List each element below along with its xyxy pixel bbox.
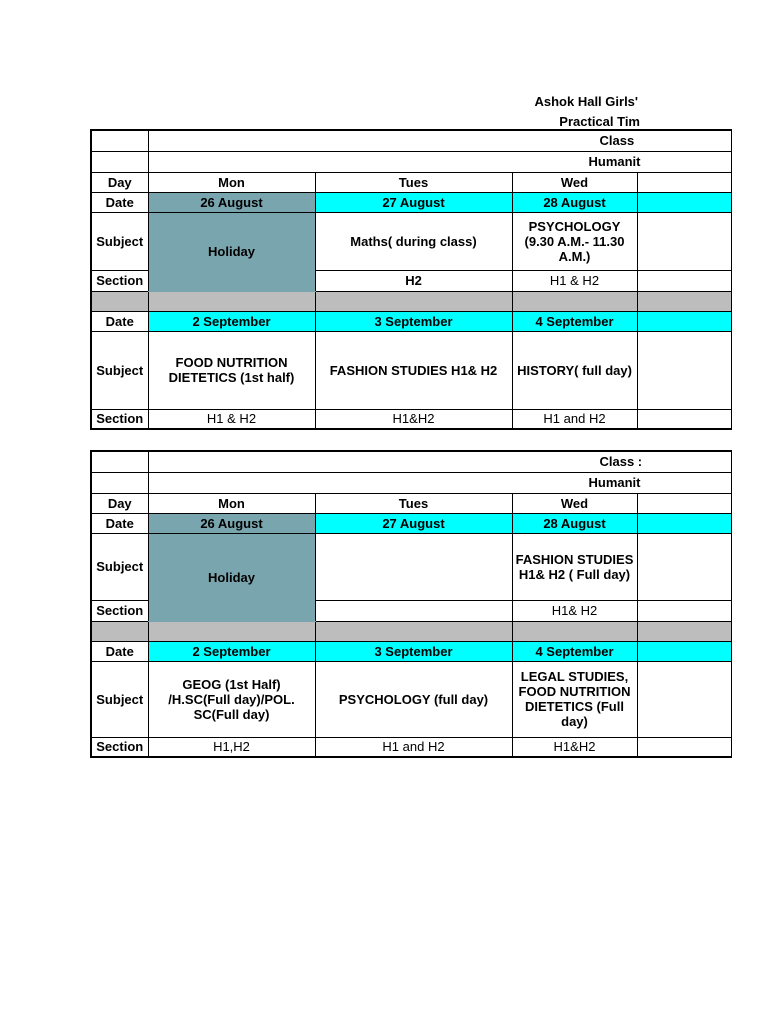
blank-cell [637, 533, 731, 600]
date-cell: 4 September [512, 641, 637, 661]
timetable-sheet-2 [90, 450, 643, 758]
spacer-cell [512, 291, 637, 311]
blank-cell [637, 172, 731, 192]
spacer-cell [637, 621, 731, 641]
school-title: Ashok Hall Girls' [534, 94, 638, 109]
blank-cell [637, 409, 731, 429]
day-wed: Wed [512, 493, 637, 513]
blank-cell [637, 600, 731, 621]
section-cell: H1 & H2 [512, 270, 637, 291]
class-label: Class : [148, 451, 731, 472]
holiday-cell: Holiday [148, 533, 315, 621]
section-cell [315, 600, 512, 621]
subject-cell: GEOG (1st Half) /H.SC(Full day)/POL. SC(Full day) [148, 661, 315, 737]
section-label: Section [91, 409, 148, 429]
blank-cell [637, 270, 731, 291]
blank-cell [637, 331, 731, 409]
date-cell: 26 August [148, 513, 315, 533]
date-cell: 27 August [315, 192, 512, 212]
subject-label: Subject [91, 212, 148, 270]
spacer-cell [315, 291, 512, 311]
class-label: Class [148, 130, 731, 151]
date-cell: 27 August [315, 513, 512, 533]
section-label: Section [91, 737, 148, 757]
timetable-2 [90, 450, 732, 758]
date-cell: 28 August [512, 513, 637, 533]
blank-cell [637, 661, 731, 737]
subject-cell: Maths( during class) [315, 212, 512, 270]
section-label: Section [91, 270, 148, 291]
section-cell: H1 & H2 [148, 409, 315, 429]
day-mon: Mon [148, 493, 315, 513]
subject-cell: PSYCHOLOGY (full day) [315, 661, 512, 737]
spacer-cell [148, 291, 315, 311]
spacer-cell [315, 621, 512, 641]
section-cell: H1,H2 [148, 737, 315, 757]
spacer-cell [91, 621, 148, 641]
blank-cell [637, 192, 731, 212]
subject-cell [315, 533, 512, 600]
date-cell: 2 September [148, 311, 315, 331]
section-cell: H2 [315, 270, 512, 291]
day-tues: Tues [315, 493, 512, 513]
subject-label: Subject [91, 661, 148, 737]
subject-cell: LEGAL STUDIES, FOOD NUTRITION DIETETICS (Full day) [512, 661, 637, 737]
stream-label: Humanit [148, 472, 731, 493]
spacer-cell [512, 621, 637, 641]
subject-cell: FOOD NUTRITION DIETETICS (1st half) [148, 331, 315, 409]
spacer-cell [91, 291, 148, 311]
date-cell: 28 August [512, 192, 637, 212]
date-label: Date [91, 513, 148, 533]
section-label: Section [91, 600, 148, 621]
timetable-sheet-1 [90, 129, 641, 430]
blank-cell [91, 151, 148, 172]
timetable-title: Practical Tim [559, 114, 640, 129]
date-label: Date [91, 192, 148, 212]
section-cell: H1&H2 [315, 409, 512, 429]
day-wed: Wed [512, 172, 637, 192]
section-cell: H1& H2 [512, 600, 637, 621]
subject-cell: FASHION STUDIES H1& H2 [315, 331, 512, 409]
subject-label: Subject [91, 331, 148, 409]
subject-cell: FASHION STUDIES H1& H2 ( Full day) [512, 533, 637, 600]
spacer-cell [637, 291, 731, 311]
date-label: Date [91, 641, 148, 661]
blank-cell [91, 451, 148, 472]
blank-cell [637, 737, 731, 757]
day-mon: Mon [148, 172, 315, 192]
holiday-cell: Holiday [148, 212, 315, 291]
subject-cell: PSYCHOLOGY (9.30 A.M.- 11.30 A.M.) [512, 212, 637, 270]
day-tues: Tues [315, 172, 512, 192]
date-cell: 2 September [148, 641, 315, 661]
date-cell: 3 September [315, 641, 512, 661]
section-cell: H1 and H2 [315, 737, 512, 757]
blank-cell [91, 472, 148, 493]
blank-cell [91, 130, 148, 151]
blank-cell [637, 311, 731, 331]
blank-cell [637, 513, 731, 533]
subject-label: Subject [91, 533, 148, 600]
timetable-1 [90, 129, 732, 430]
day-label: Day [91, 493, 148, 513]
date-cell: 3 September [315, 311, 512, 331]
blank-cell [637, 212, 731, 270]
blank-cell [637, 493, 731, 513]
section-cell: H1 and H2 [512, 409, 637, 429]
blank-cell [637, 641, 731, 661]
subject-cell: HISTORY( full day) [512, 331, 637, 409]
section-cell: H1&H2 [512, 737, 637, 757]
stream-label: Humanit [148, 151, 731, 172]
day-label: Day [91, 172, 148, 192]
date-cell: 26 August [148, 192, 315, 212]
spacer-cell [148, 621, 315, 641]
date-cell: 4 September [512, 311, 637, 331]
date-label: Date [91, 311, 148, 331]
